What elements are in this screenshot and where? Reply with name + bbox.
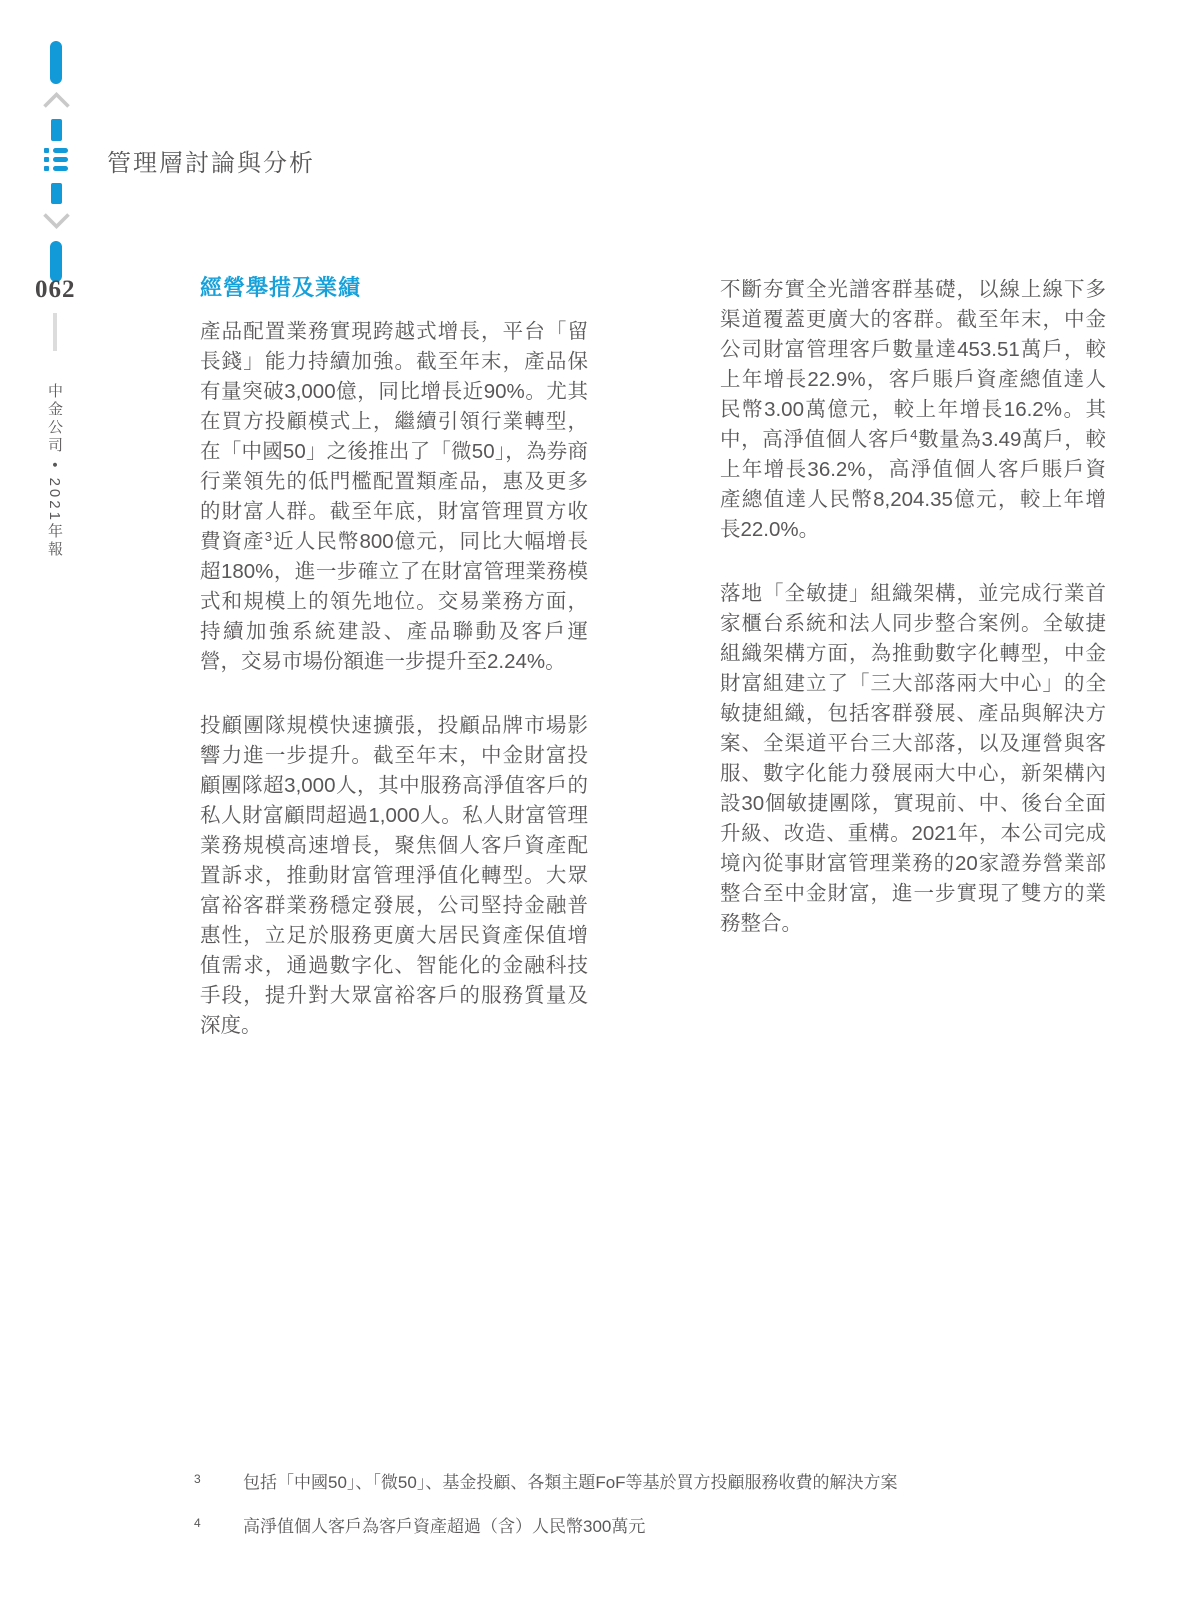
paragraph-text: 產品配置業務實現跨越式增長，平台「留長錢」能力持續加強。截至年末，產品保有量突破3,000億，同比增長近90%。尤其在買方投顧模式上，繼續引領行業轉型，在「中國50」之後推出了「微50」，為券商行業領先的低門檻配置類產品，惠及更多的財富人群。截至年底，財富管理買方收費資產 [200,320,588,553]
decor-block-bottom [51,183,62,204]
footnote-marker: 3 [194,1472,201,1486]
page-number-divider [53,313,57,351]
footnotes [194,1471,1104,1559]
section-heading: 經營舉措及業績 [200,275,362,300]
paragraph-text: 近人民幣800億元，同比大幅增長超180%，進一步確立了在財富管理業務模式和規模上的領先地位。交易業務方面，持續加強系統建設、產品聯動及客戶運營，交易市場份額進一步提升至2.24%。 [200,530,589,673]
decor-block-top [51,119,62,141]
footnote-marker: 4 [194,1516,201,1530]
footnote-ref-4: 4 [910,427,918,442]
page-number: 062 [35,276,76,303]
paragraph: 落地「全敏捷」組織架構，並完成行業首家櫃台系統和法人同步整合案例。全敏捷組織架構方面，為推動數字化轉型，中金財富組建立了「三大部落兩大中心」的全敏捷組織，包括客群發展、產品與解決方案、全渠道平台三大部落，以及運營與客服、數字化能力發展兩大中心，新架構內設30個敏捷團隊，實現前、中、後台全面升級、改造、重構。2021年，本公司完成境內從事財富管理業務的20家證券營業部整合至中金財富，進一步實現了雙方的業務整合。 [720,582,1106,935]
chapter-title: 管理層討論與分析 [107,151,315,177]
footnote-ref-3: 3 [264,529,273,544]
paragraph [200,317,588,677]
footnote [194,1515,1104,1539]
paragraph [720,275,1106,545]
footnote-text: 包括「中國50」、「微50」、基金投顧、各類主題FoF等基於買方投顧服務收費的解決方案 [243,1473,898,1492]
right-column [720,275,1106,939]
paragraph: 投顧團隊規模快速擴張，投顧品牌市場影響力進一步提升。截至年末，中金財富投顧團隊超3,000人，其中服務高淨值客戶的私人財富顧問超過1,000人。私人財富管理業務規模高速增長，聚焦個人客戶資產配置訴求，推動財富管理淨值化轉型。大眾富裕客群業務穩定發展，公司堅持金融普惠性，立足於服務更廣大居民資產保值增值需求，通過數字化、智能化的金融科技手段，提升對大眾富裕客戶的服務質量及深度。 [200,714,588,1037]
chevron-down-icon [42,212,71,229]
list-menu-icon [44,148,69,171]
paragraph-text: 數量為3.49萬戶，較上年增長36.2%，高淨值個人客戶賬戶資產總值達人民幣8,204.35億元，較上年增長22.0%。 [720,428,1106,541]
paragraph-text: 不斷夯實全光譜客群基礎，以線上線下多渠道覆蓋更廣大的客群。截至年末，中金公司財富管理客戶數量達453.51萬戶，較上年增長22.9%，客戶賬戶資產總值達人民幣3.00萬億元，較上年增長16.2%。其中，高淨值個人客戶 [720,278,1106,451]
report-vertical-title: 中金公司 • 2021年報 [46,383,63,559]
left-column [200,275,588,1041]
footnote-text: 高淨值個人客戶為客戶資產超過（含）人民幣300萬元 [243,1517,646,1536]
decor-bar-top [50,41,62,84]
chevron-up-icon [42,92,71,109]
footnote [194,1471,1104,1495]
